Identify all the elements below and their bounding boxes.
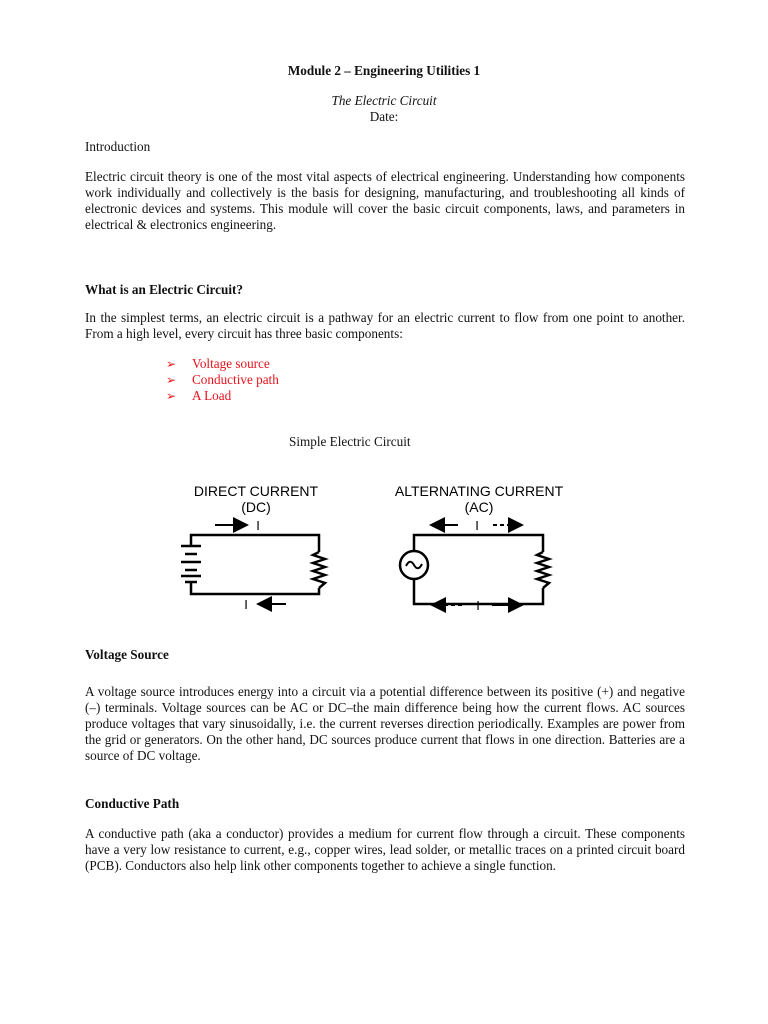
date-label: Date: — [369, 109, 399, 124]
ac-circuit — [395, 483, 564, 613]
list-item-label: Conductive path — [192, 372, 279, 387]
what-is-circuit-paragraph: In the simplest terms, an electric circuit is a pathway for an electric current to flow from one point to another. From a high level, every circuit has three basic components: — [85, 310, 685, 341]
dc-wire — [191, 535, 319, 594]
voltage-source-paragraph: A voltage source introduces energy into a circuit via a potential difference between its positive (+) and negative (–) terminals. Voltage sources can be AC or DC–the main difference being how the current flows. AC sources produce voltages that vary sinusoidally, i.e. the current reverses direction periodically. Examples are power from the grid or generators. On the other hand, DC sources produce current that flows in one direction. Batteries are a source of DC voltage. — [85, 684, 685, 763]
ac-title-line2: (AC) — [464, 499, 494, 515]
dc-title-line1: DIRECT CURRENT — [193, 483, 319, 499]
list-item-label: A Load — [192, 388, 232, 403]
document-subtitle: The Electric Circuit — [331, 93, 437, 108]
list-item-label: Voltage source — [192, 356, 270, 371]
list-item — [166, 356, 279, 372]
dc-title-line2: (DC) — [241, 499, 271, 515]
arrow-bullet-icon: ➢ — [166, 389, 177, 403]
conductive-path-paragraph: A conductive path (aka a conductor) provides a medium for current flow through a circuit. These components have a very low resistance to current, e.g., copper wires, lead solder, or metallic traces on a printed circuit board (PCB). Conductors also help link other components together to achieve a single function. — [85, 826, 685, 873]
dc-circuit — [181, 483, 325, 612]
voltage-source-heading: Voltage Source — [85, 647, 169, 662]
ac-wire — [414, 535, 543, 604]
conductive-path-heading: Conductive Path — [85, 796, 180, 811]
what-is-circuit-heading: What is an Electric Circuit? — [85, 282, 243, 297]
dc-resistor-icon — [313, 552, 325, 588]
list-item — [166, 372, 279, 388]
introduction-paragraph: Electric circuit theory is one of the most vital aspects of electrical engineering. Understanding how components work individually and collectively is the basis for designing, manufacturing, and troubleshooting all kinds of electronic devices and systems. This module will cover the basic circuit components, laws, and parameters in electrical & electronics engineering. — [85, 169, 685, 232]
arrow-bullet-icon: ➢ — [166, 357, 177, 371]
module-title: Module 2 – Engineering Utilities 1 — [287, 63, 481, 78]
arrow-bullet-icon: ➢ — [166, 373, 177, 387]
figure-caption: Simple Electric Circuit — [289, 434, 411, 449]
dc-current-label-bottom: I — [244, 597, 248, 612]
ac-resistor-icon — [537, 552, 549, 588]
ac-source-icon — [400, 551, 428, 579]
component-list — [166, 356, 279, 404]
battery-icon — [181, 546, 201, 582]
ac-current-label-bottom: I — [476, 598, 480, 613]
dc-current-label-top: I — [256, 518, 260, 533]
circuit-diagram — [170, 478, 590, 618]
ac-current-label-top: I — [475, 518, 479, 533]
list-item — [166, 388, 279, 404]
ac-title-line1: ALTERNATING CURRENT — [394, 483, 564, 499]
introduction-heading: Introduction — [85, 139, 151, 154]
